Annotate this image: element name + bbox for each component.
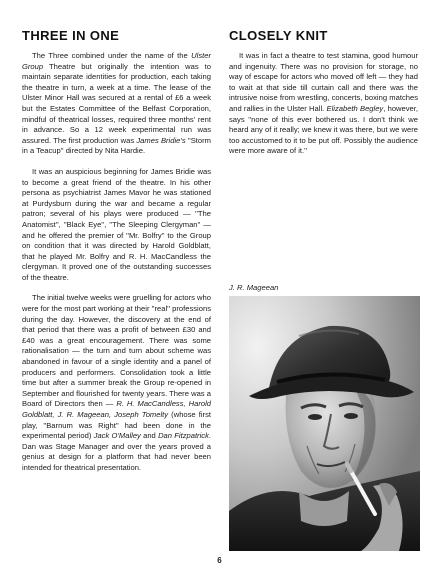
text-run: It was an auspicious beginning for James Bridie was to become a great friend of the theatre. In his other persona as psychiatrist James Mavor he was stationed at Purdysburn during the war and became a regular patron; several of his plays were produced — ''The Anatomist'', ''Black Eye'', ''The Sleeping Clergyman'' — and he offered the premier of ''Mr. Bolfry'' to the Group on condition that it was directed by Harold Goldblatt, that he played Mr. Bolfry and R. H. MacCandless the clergyman. It proved one of the outstanding successes of the theatre.: [22, 166, 211, 282]
italic-text-run: Dan Fitzpatrick: [158, 431, 209, 441]
text-run: (whose first play, ''Barnum was Right'' had been done in the experimental period): [22, 410, 211, 441]
italic-text-run: Elizabeth Begley: [326, 103, 384, 113]
body-paragraph: [229, 51, 418, 157]
text-run: . Dan was Stage Manager and over the years proved a genius at design for a platform that had never been intended for theatrical presentation.: [22, 431, 211, 472]
photo-caption: J. R. Mageean: [229, 283, 279, 292]
italic-text-run: Jack O'Malley: [93, 431, 141, 441]
italic-text-run: Ulster Group: [22, 51, 211, 71]
body-paragraph: [22, 167, 211, 284]
body-paragraph: [22, 293, 211, 473]
portrait-photo: [229, 296, 420, 551]
section-heading-closely-knit: CLOSELY KNIT: [229, 28, 328, 43]
text-run: It was in fact a theatre to test stamina, good humour and ingenuity. There was no provision for storage, no way of escape for actors who moved off left — they had to wait at that side till curtain call and there was the intrusive noise from wrestling, concerts, boxing matches and rallies in the Ulster Hall.: [229, 51, 418, 113]
right-column-body: [229, 51, 418, 157]
text-run: ''Storm in a Teacup'' directed by Nita Hardie.: [22, 135, 211, 156]
text-run: Theatre but originally the intention was to maintain separate identities for production, each taking the theatre in turn, a week at a time. The lease of the Ulster Minor Hall was secured at a rental of £6 a week but the Estates Committee of the Belfast Corporation, mindful of theatrical losses, required three months' rent in advance. So a 12 week experimental run was assured. The first production was: [22, 61, 211, 145]
text-run: , however, says ''none of this ever bothered us. I don't think we heard any of it really; we knew it was there, but we were too accustomed to it to be put off. Possibly the audience were more aware of it.'': [229, 103, 418, 156]
left-column-body: [22, 51, 211, 474]
right-column: [229, 28, 418, 157]
italic-text-run: James Bridie's: [136, 135, 186, 145]
text-run: and: [140, 431, 159, 441]
page-number: 6: [217, 556, 222, 565]
text-run: The initial twelve weeks were gruelling for actors who were for the most part working at their ''real'' professions during the day. However, the discovery at the end of that period that there was a profit of between £30 and £40 was a great encouragement. There was some rationalisation — the turn and turn about scheme was abandoned in favour of a single identity and a panel of producers and performers. Consolidation took a little time but after a summer break the Group re-opened in September and flourished for twenty years. There was a Board of Directors then —: [22, 293, 211, 409]
italic-text-run: R. H. MacCandless, Harold Goldblatt, J. R. Mageean, Joseph Tomelty: [22, 399, 211, 419]
section-heading-three-in-one: THREE IN ONE: [22, 28, 120, 43]
text-run: The Three combined under the name of the: [32, 51, 192, 60]
body-paragraph: [22, 51, 211, 157]
portrait-photo-illustration: [229, 296, 420, 551]
left-column: [22, 28, 211, 474]
